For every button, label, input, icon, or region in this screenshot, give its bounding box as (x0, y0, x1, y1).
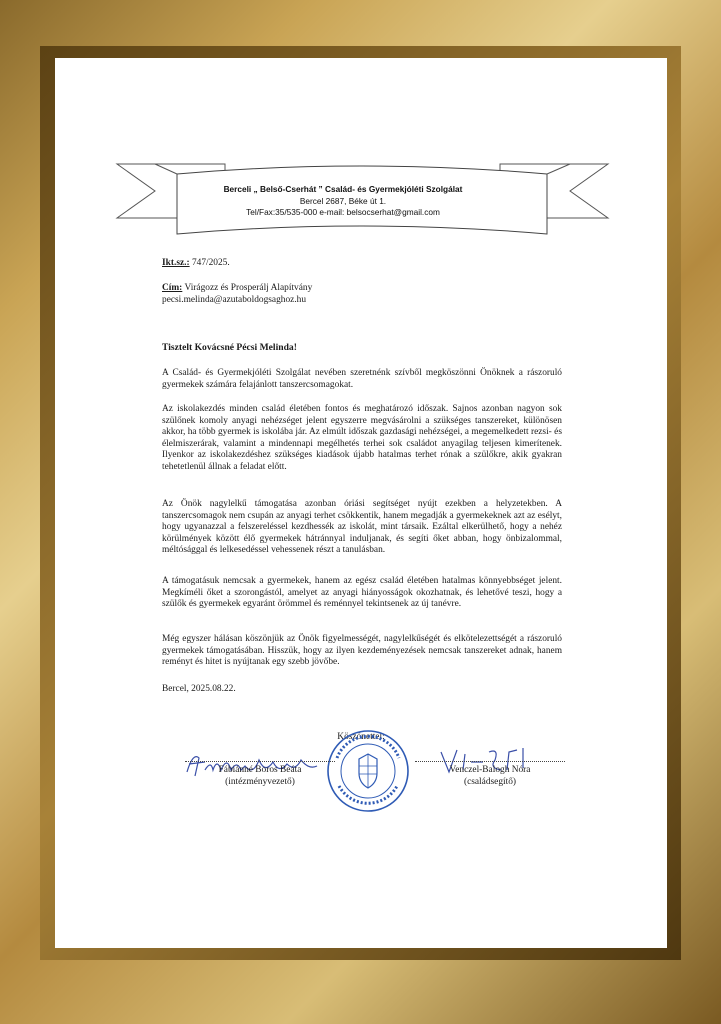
signature-line-left (185, 761, 335, 762)
paragraph-4: A támogatásuk nemcsak a gyermekek, hanem az egész család életében hatalmas könnyebbséget jelent. Megkíméli őket a szorongástól, amelyet az anyagi hiányosságok okozhatnak, és lehetővé teszi, hogy a szülők és gyermekek egyaránt örömmel és reménnyel tekintsenek az új tanévre. (162, 576, 562, 610)
recipient-block (162, 282, 312, 306)
paragraph-2: Az iskolakezdés minden család életében fontos és meghatározó időszak. Sajnos azonban nagyon sok szülőnek komoly anyagi nehézséget jelent egyszerre megvásárolni a szükséges tanszereket, különösen akkor, ha több gyermek is iskolába jár. Az elmúlt időszak gazdasági nehézségei, a megemelkedett rezsi- és élelmiszerárak, valamint a mindennapi megélhetés terhei sok családot anyagilag teljesen kimerítenek. Ilyenkor az iskolakezdéshez szükséges kiadások újabb hatalmas terhet rónak a szülőkre, akik gyakran tehetetlenül állnak a feladat előtt. (162, 404, 562, 472)
recipient-label: Cím: (162, 283, 183, 293)
paragraph-5: Még egyszer hálásan köszönjük az Önök figyelmességét, nagylelkűségét és elkötelezettségét a rászoruló gyermekek támogatásában. Hisszük, hogy az ilyen kezdeményezések nemcsak tanszereket adnak, hanem reményt és hitet is nyújtanak egy szebb jövőbe. (162, 634, 562, 668)
reference-value: 747/2025. (191, 258, 230, 268)
org-address: Bercel 2687, Béke út 1. (299, 195, 387, 206)
reference-label: Ikt.sz.: (162, 258, 190, 268)
signature-line-right (415, 761, 565, 762)
signatory-left (175, 761, 345, 788)
recipient-email: pecsi.melinda@azutaboldogsaghoz.hu (162, 295, 307, 305)
signatory-right-name: Venczel-Balogh Nóra (449, 765, 531, 775)
reference-number (162, 257, 230, 269)
signatory-right-role: (családsegítő) (463, 777, 517, 787)
letter-page (55, 58, 667, 948)
signatory-left-name: Fábiánné Boros Beáta (218, 765, 302, 775)
signatory-right (405, 761, 575, 788)
place-date: Bercel, 2025.08.22. (162, 684, 236, 694)
org-name: Berceli „ Belső-Cserhát ” Család- és Gyermekjóléti Szolgálat (223, 184, 463, 194)
org-contact: Tel/Fax:35/535-000 e-mail: belsocserhat@gmail.com (246, 207, 440, 217)
paragraph-1: A Család- és Gyermekjóléti Szolgálat nevében szeretnénk szívből megköszönni Önöknek a rászoruló gyermekek számára felajánlott tanszercsomagokat. (162, 368, 562, 390)
recipient-name: Virágozz és Prosperálj Alapítvány (184, 283, 313, 293)
salutation: Tisztelt Kovácsné Pécsi Melinda! (162, 342, 297, 353)
paragraph-3: Az Önök nagylelkű támogatása azonban óriási segítséget nyújt ezekben a helyzetekben. A tanszercsomagok nem csupán az anyagi terhet csökkentik, hanem megadják a gyermekeknek azt az esélyt, hogy ugyanazzal a felszereléssel kezdhessék az iskolát, mint társaik. Ezáltal elkerülhető, hogy a nehéz körülmények között élő gyermekek hátránnyal induljanak, és segíti őket abban, hogy önbizalommal, méltósággal és lelkesedéssel vehessenek részt a tanulásban. (162, 499, 562, 556)
header-org-block (183, 184, 503, 219)
closing-thanks: Köszönettel: (337, 732, 385, 742)
signatory-left-role: (intézményvezető) (225, 777, 295, 787)
